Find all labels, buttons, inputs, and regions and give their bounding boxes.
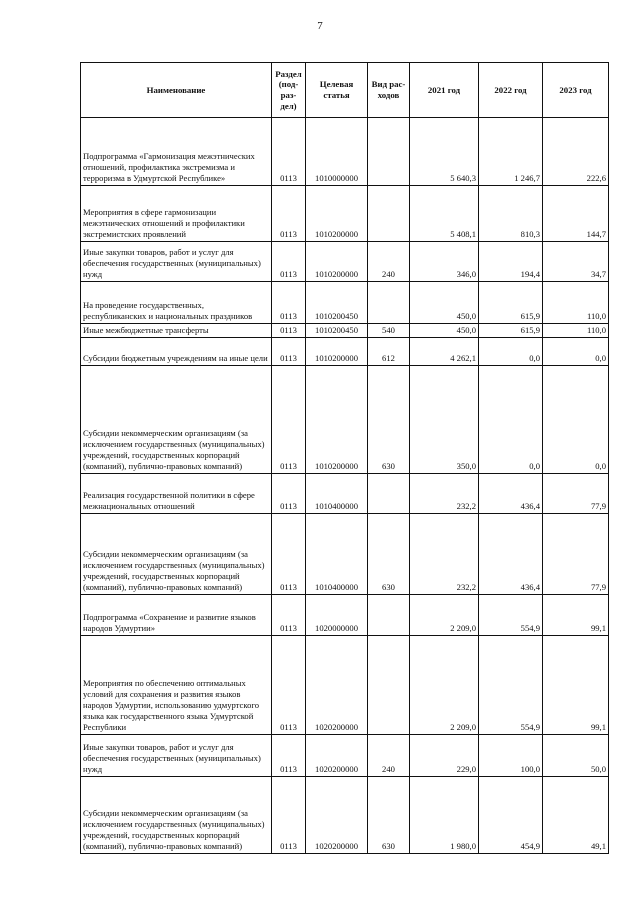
cell-2022: 0,0 xyxy=(479,338,543,366)
cell-name: Субсидии некоммерческим организациям (за исключением государственных (муниципальных) учреждений, государственных корпораций (компаний), публично-правовых компаний) xyxy=(81,366,272,474)
cell-section: 0113 xyxy=(272,338,306,366)
cell-section: 0113 xyxy=(272,366,306,474)
cell-type: 240 xyxy=(368,735,410,777)
table-row xyxy=(81,474,609,514)
cell-target: 1020200000 xyxy=(306,636,368,735)
table-row xyxy=(81,242,609,282)
table-row xyxy=(81,735,609,777)
header-section: Раздел (под- раз- дел) xyxy=(272,63,306,118)
cell-2021: 346,0 xyxy=(410,242,479,282)
header-target: Целевая статья xyxy=(306,63,368,118)
table-row xyxy=(81,186,609,242)
cell-name: Субсидии некоммерческим организациям (за исключением государственных (муниципальных) учреждений, государственных корпораций (компаний), публично-правовых компаний) xyxy=(81,514,272,595)
cell-name: Субсидии бюджетным учреждениям на иные цели xyxy=(81,338,272,366)
cell-name: Иные межбюджетные трансферты xyxy=(81,324,272,338)
header-2023: 2023 год xyxy=(543,63,609,118)
cell-type xyxy=(368,282,410,324)
cell-2021: 5 640,3 xyxy=(410,118,479,186)
cell-type xyxy=(368,186,410,242)
cell-target: 1010200000 xyxy=(306,242,368,282)
cell-section: 0113 xyxy=(272,777,306,854)
cell-type: 630 xyxy=(368,777,410,854)
cell-2022: 1 246,7 xyxy=(479,118,543,186)
cell-2021: 229,0 xyxy=(410,735,479,777)
cell-type: 630 xyxy=(368,514,410,595)
cell-type xyxy=(368,118,410,186)
cell-name: Подпрограмма «Гармонизация межэтнических отношений, профилактика экстремизма и терроризма в Удмуртской Республике» xyxy=(81,118,272,186)
cell-target: 1010200000 xyxy=(306,366,368,474)
header-name: Наименование xyxy=(81,63,272,118)
cell-section: 0113 xyxy=(272,595,306,636)
table-row xyxy=(81,777,609,854)
cell-section: 0113 xyxy=(272,514,306,595)
cell-2023: 50,0 xyxy=(543,735,609,777)
cell-section: 0113 xyxy=(272,118,306,186)
cell-2022: 554,9 xyxy=(479,636,543,735)
cell-name: Мероприятия по обеспечению оптимальных условий для сохранения и развития языков народов Удмуртии, использованию удмуртского языка как государственного языка Удмуртской Республики xyxy=(81,636,272,735)
cell-2021: 450,0 xyxy=(410,324,479,338)
cell-2023: 0,0 xyxy=(543,338,609,366)
cell-type xyxy=(368,595,410,636)
cell-2021: 232,2 xyxy=(410,474,479,514)
cell-2022: 436,4 xyxy=(479,514,543,595)
table-row xyxy=(81,338,609,366)
cell-2022: 454,9 xyxy=(479,777,543,854)
cell-2023: 144,7 xyxy=(543,186,609,242)
cell-name: Иные закупки товаров, работ и услуг для обеспечения государственных (муниципальных) нужд xyxy=(81,735,272,777)
cell-target: 1010400000 xyxy=(306,474,368,514)
cell-2022: 615,9 xyxy=(479,282,543,324)
table-row xyxy=(81,514,609,595)
cell-2023: 110,0 xyxy=(543,282,609,324)
cell-2022: 436,4 xyxy=(479,474,543,514)
table-body xyxy=(81,118,609,854)
cell-2021: 232,2 xyxy=(410,514,479,595)
table-row xyxy=(81,595,609,636)
cell-2022: 100,0 xyxy=(479,735,543,777)
cell-name: Субсидии некоммерческим организациям (за исключением государственных (муниципальных) учреждений, государственных корпораций (компаний), публично-правовых компаний) xyxy=(81,777,272,854)
cell-2023: 99,1 xyxy=(543,595,609,636)
table-row xyxy=(81,118,609,186)
cell-target: 1010200450 xyxy=(306,324,368,338)
table-row xyxy=(81,282,609,324)
cell-2022: 194,4 xyxy=(479,242,543,282)
cell-target: 1020200000 xyxy=(306,735,368,777)
cell-section: 0113 xyxy=(272,735,306,777)
cell-2021: 5 408,1 xyxy=(410,186,479,242)
cell-2021: 2 209,0 xyxy=(410,636,479,735)
cell-2023: 99,1 xyxy=(543,636,609,735)
cell-name: Иные закупки товаров, работ и услуг для обеспечения государственных (муниципальных) нужд xyxy=(81,242,272,282)
cell-2022: 554,9 xyxy=(479,595,543,636)
cell-2023: 0,0 xyxy=(543,366,609,474)
cell-2023: 77,9 xyxy=(543,514,609,595)
cell-2023: 110,0 xyxy=(543,324,609,338)
cell-2023: 222,6 xyxy=(543,118,609,186)
cell-type: 630 xyxy=(368,366,410,474)
cell-2023: 34,7 xyxy=(543,242,609,282)
cell-section: 0113 xyxy=(272,186,306,242)
cell-type: 240 xyxy=(368,242,410,282)
cell-target: 1010200000 xyxy=(306,186,368,242)
cell-name: Мероприятия в сфере гармонизации межэтнических отношений и профилактики экстремистских проявлений xyxy=(81,186,272,242)
page-number: 7 xyxy=(317,20,323,32)
table-row xyxy=(81,324,609,338)
cell-type xyxy=(368,636,410,735)
cell-type: 540 xyxy=(368,324,410,338)
cell-target: 1010200000 xyxy=(306,338,368,366)
table-row xyxy=(81,636,609,735)
cell-target: 1010200450 xyxy=(306,282,368,324)
cell-section: 0113 xyxy=(272,474,306,514)
cell-2021: 450,0 xyxy=(410,282,479,324)
cell-target: 1020200000 xyxy=(306,777,368,854)
cell-name: Реализация государственной политики в сфере межнациональных отношений xyxy=(81,474,272,514)
table-row xyxy=(81,366,609,474)
cell-2021: 4 262,1 xyxy=(410,338,479,366)
cell-target: 1020000000 xyxy=(306,595,368,636)
header-row xyxy=(81,63,609,118)
cell-target: 1010000000 xyxy=(306,118,368,186)
cell-2021: 2 209,0 xyxy=(410,595,479,636)
cell-section: 0113 xyxy=(272,636,306,735)
header-type: Вид рас- ходов xyxy=(368,63,410,118)
cell-2022: 0,0 xyxy=(479,366,543,474)
cell-2023: 49,1 xyxy=(543,777,609,854)
cell-target: 1010400000 xyxy=(306,514,368,595)
cell-2022: 615,9 xyxy=(479,324,543,338)
cell-type: 612 xyxy=(368,338,410,366)
cell-name: На проведение государственных, республиканских и национальных праздников xyxy=(81,282,272,324)
cell-2021: 350,0 xyxy=(410,366,479,474)
cell-section: 0113 xyxy=(272,282,306,324)
cell-type xyxy=(368,474,410,514)
budget-table xyxy=(80,62,609,854)
header-2021: 2021 год xyxy=(410,63,479,118)
cell-2022: 810,3 xyxy=(479,186,543,242)
cell-section: 0113 xyxy=(272,324,306,338)
cell-2021: 1 980,0 xyxy=(410,777,479,854)
header-2022: 2022 год xyxy=(479,63,543,118)
cell-2023: 77,9 xyxy=(543,474,609,514)
cell-section: 0113 xyxy=(272,242,306,282)
cell-name: Подпрограмма «Сохранение и развитие языков народов Удмуртии» xyxy=(81,595,272,636)
